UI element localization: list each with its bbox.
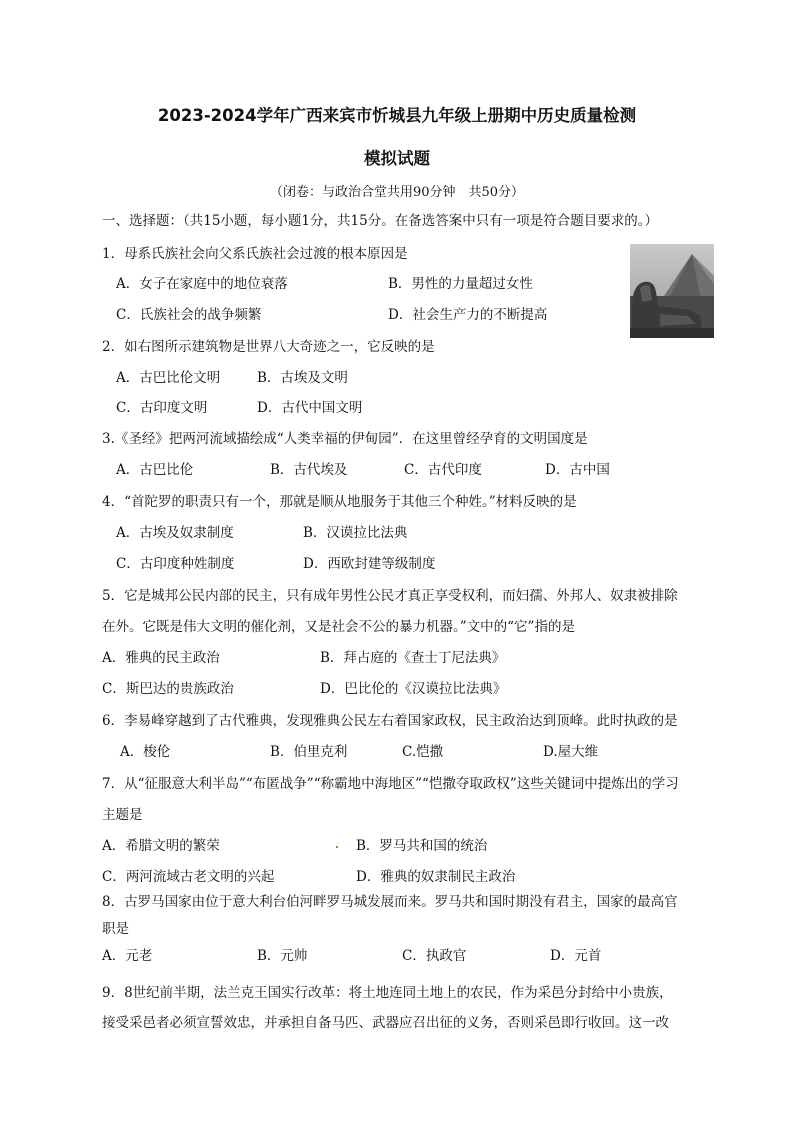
question-1-option-c: C．氏族社会的战争频繁 bbox=[116, 307, 262, 323]
question-5-stem-line1: 5．它是城邦公民内部的民主，只有成年男性公民才真正享受权利，而妇孺、外邦人、奴隶被排除 bbox=[102, 588, 678, 604]
question-6-stem: 6．李易峰穿越到了古代雅典，发现雅典公民左右着国家政权，民主政治达到顶峰。此时执政的是 bbox=[102, 713, 678, 729]
exam-title: 2023-2024学年广西来宾市忻城县九年级上册期中历史质量检测 bbox=[157, 106, 637, 125]
question-4-option-a: A．古埃及奴隶制度 bbox=[116, 525, 234, 541]
question-7-option-c: C．两河流域古老文明的兴起 bbox=[102, 869, 275, 885]
question-4-stem: 4．“首陀罗的职责只有一个，那就是顺从地服务于其他三个种姓。”材料反映的是 bbox=[102, 494, 577, 510]
question-6-option-c: C.恺撒 bbox=[402, 744, 444, 760]
question-1-option-a: A．女子在家庭中的地位衰落 bbox=[116, 276, 288, 292]
question-6-option-b: B．伯里克利 bbox=[270, 744, 348, 760]
question-2-option-a: A．古巴比伦文明 bbox=[116, 370, 221, 386]
question-3-stem: 3.《圣经》把两河流域描绘成“人类幸福的伊甸园”．在这里曾经孕育的文明国度是 bbox=[102, 431, 588, 447]
question-5-option-a: A．雅典的民主政治 bbox=[102, 650, 220, 666]
exam-subtitle: （闭卷：与政治合堂共用90分钟 共50分） bbox=[269, 185, 525, 200]
sphinx-pyramid-image bbox=[630, 244, 714, 338]
question-9-stem-line2: 接受采邑者必须宣誓效忠，并承担自备马匹、武器应召出征的义务，否则采邑即行收回。这一改 bbox=[102, 1015, 669, 1031]
question-3-option-b: B．古代埃及 bbox=[270, 462, 348, 478]
question-1-stem: 1．母系氏族社会向父系氏族社会过渡的根本原因是 bbox=[102, 246, 408, 262]
question-2-option-c: C．古印度文明 bbox=[116, 400, 208, 416]
question-7-option-b: B．罗马共和国的统治 bbox=[356, 838, 488, 854]
question-7-stem-line1: 7．从“征服意大利半岛”“布匿战争”“称霸地中海地区”“恺撒夺取政权”这些关键词中提炼出的学习 bbox=[102, 776, 679, 792]
question-7-option-d: D．雅典的奴隶制民主政治 bbox=[356, 869, 516, 885]
question-3-option-c: C．古代印度 bbox=[404, 462, 482, 478]
question-2-option-b: B．古埃及文明 bbox=[257, 370, 348, 386]
stray-dot bbox=[336, 846, 338, 848]
question-5-option-b: B．拜占庭的《查士丁尼法典》 bbox=[320, 650, 506, 666]
question-3-option-d: D．古中国 bbox=[545, 462, 610, 478]
question-8-stem-line1: 8．古罗马国家由位于意大利台伯河畔罗马城发展而来。罗马共和国时期没有君主，国家的最高官 bbox=[102, 894, 678, 910]
question-8-option-a: A．元老 bbox=[102, 948, 153, 964]
question-1-option-b: B．男性的力量超过女性 bbox=[388, 276, 533, 292]
question-4-option-b: B．汉谟拉比法典 bbox=[303, 525, 408, 541]
question-6-option-d: D.屋大维 bbox=[543, 744, 599, 760]
exam-title-line2: 模拟试题 bbox=[364, 149, 430, 168]
sphinx-pyramid-illustration bbox=[630, 244, 714, 338]
question-6-option-a: A．梭伦 bbox=[120, 744, 171, 760]
question-7-stem-line2: 主题是 bbox=[102, 807, 143, 823]
question-1-option-d: D．社会生产力的不断提高 bbox=[388, 307, 548, 323]
question-5-option-c: C．斯巴达的贵族政治 bbox=[102, 681, 234, 697]
question-8-option-b: B．元帅 bbox=[257, 948, 308, 964]
question-4-option-c: C．古印度种姓制度 bbox=[116, 556, 235, 572]
question-7-option-a: A．希腊文明的繁荣 bbox=[102, 838, 220, 854]
question-2-stem: 2．如右图所示建筑物是世界八大奇迹之一，它反映的是 bbox=[102, 339, 435, 355]
question-5-stem-line2: 在外。它既是伟大文明的催化剂，又是社会不公的暴力机器。”文中的“它”指的是 bbox=[102, 619, 575, 635]
section-heading: 一、选择题：（共15小题，每小题1分，共15分。在备选答案中只有一项是符合题目要求的。） bbox=[102, 213, 658, 229]
question-8-stem-line2: 职是 bbox=[102, 921, 129, 937]
question-8-option-d: D．元首 bbox=[550, 948, 602, 964]
question-9-stem-line1: 9．8世纪前半期，法兰克王国实行改革：将土地连同土地上的农民，作为采邑分封给中小贵族， bbox=[102, 985, 673, 1001]
question-3-option-a: A．古巴比伦 bbox=[116, 462, 194, 478]
question-5-option-d: D．巴比伦的《汉谟拉比法典》 bbox=[320, 681, 507, 697]
question-2-option-d: D．古代中国文明 bbox=[257, 400, 363, 416]
question-8-option-c: C．执政官 bbox=[402, 948, 467, 964]
question-4-option-d: D．西欧封建等级制度 bbox=[303, 556, 436, 572]
